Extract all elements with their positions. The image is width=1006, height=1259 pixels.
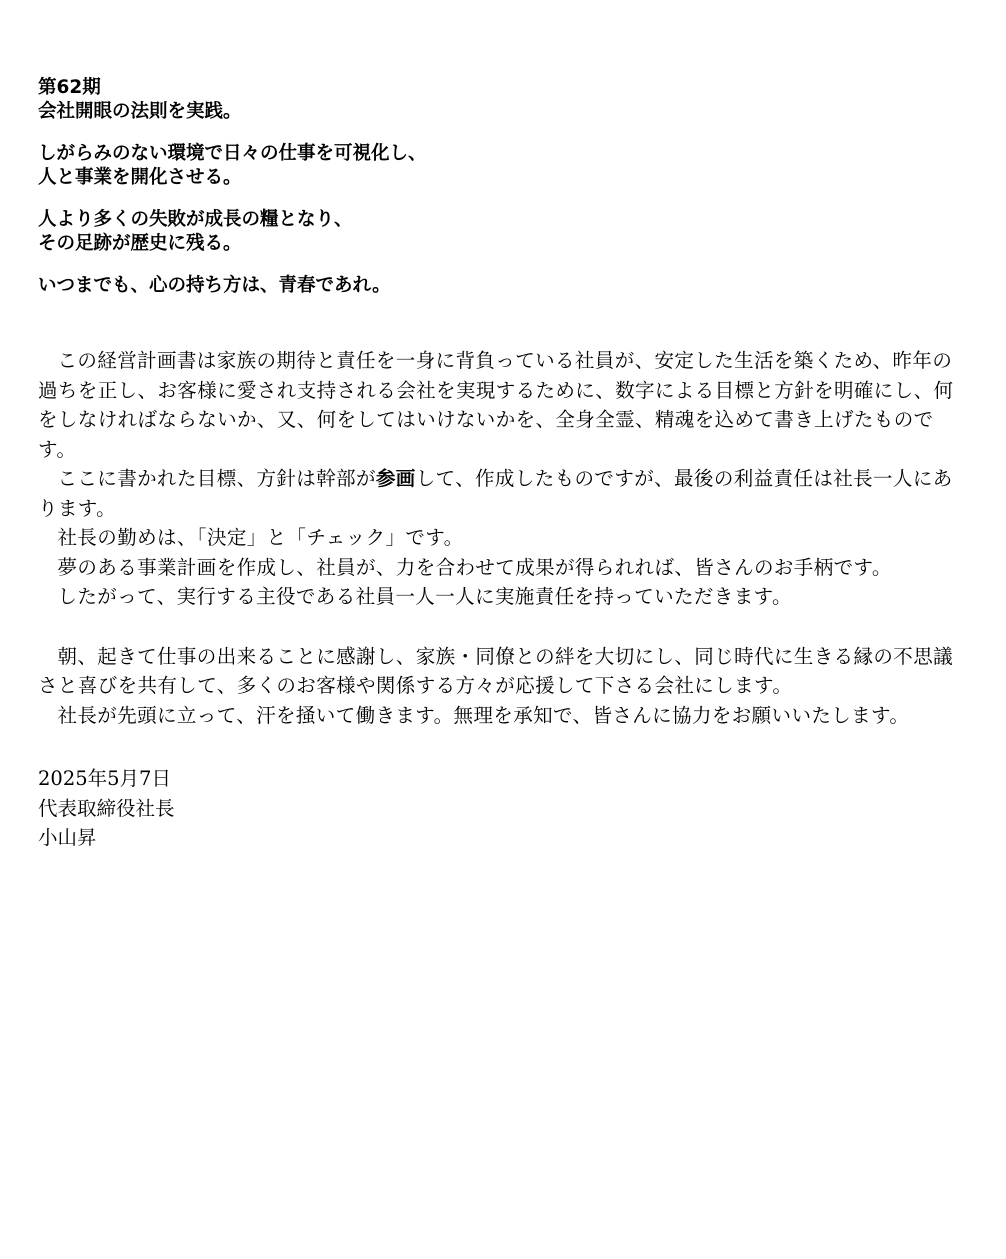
paragraph: 夢のある事業計画を作成し、社員が、力を合わせて成果が得られれば、皆さんのお手柄です。 <box>57 555 892 579</box>
emphasis-text: 参画 <box>375 467 416 490</box>
mission-line: いつまでも、心の持ち方は、青春であれ。 <box>38 275 391 296</box>
mission-line: 人と事業を開化させる。 <box>38 167 242 188</box>
mission-statement-3 <box>38 274 968 298</box>
paragraph-text: ここに書かれた目標、方針は幹部が <box>57 467 376 490</box>
paragraph <box>38 464 968 523</box>
signature-block <box>38 764 968 853</box>
signature-date: 2025年5月7日 <box>38 767 171 790</box>
paragraph: 社長が先頭に立って、汗を掻いて働きます。無理を承知で、皆さんに協力をお願いいたします。 <box>57 703 910 727</box>
period-label: 第62期 <box>38 77 101 98</box>
signature-name: 小山昇 <box>38 826 97 849</box>
tagline: 会社開眼の法則を実践。 <box>38 101 242 122</box>
paragraph-text: して、作成したものですが、最後の利益責任は社長一人にあります。 <box>38 467 953 520</box>
mission-line: その足跡が歴史に残る。 <box>38 233 242 254</box>
mission-statement-1 <box>38 142 968 190</box>
paragraph: 社長の勤めは、「決定」と「チェック」です。 <box>57 526 464 549</box>
mission-statement-2 <box>38 208 968 256</box>
mission-header <box>38 76 968 124</box>
paragraph: 朝、起きて仕事の出来ることに感謝し、家族・同僚との絆を大切にし、同じ時代に生きる縁の不思議さと喜びを共有して、多くのお客様や関係する方々が応援して下さる会社にします。 <box>38 644 954 697</box>
mission-line: しがらみのない環境で日々の仕事を可視化し、 <box>38 143 427 164</box>
signature-title: 代表取締役社長 <box>38 796 175 820</box>
document-page <box>38 76 968 853</box>
paragraph: したがって、実行する主役である社員一人一人に実施責任を持っていただきます。 <box>57 585 792 608</box>
body-text <box>38 346 968 730</box>
paragraph-gap <box>38 612 968 642</box>
mission-line: 人より多くの失敗が成長の糧となり、 <box>38 209 353 230</box>
paragraph: この経営計画書は家族の期待と責任を一身に背負っている社員が、安定した生活を築くため、昨年の過ちを正し、お客様に愛され支持される会社を実現するために、数字による目標と方針を明確にし、何をしなければならないか、又、何をしてはいけないかを、全身全霊、精魂を込めて書き上げたものです。 <box>38 349 954 461</box>
